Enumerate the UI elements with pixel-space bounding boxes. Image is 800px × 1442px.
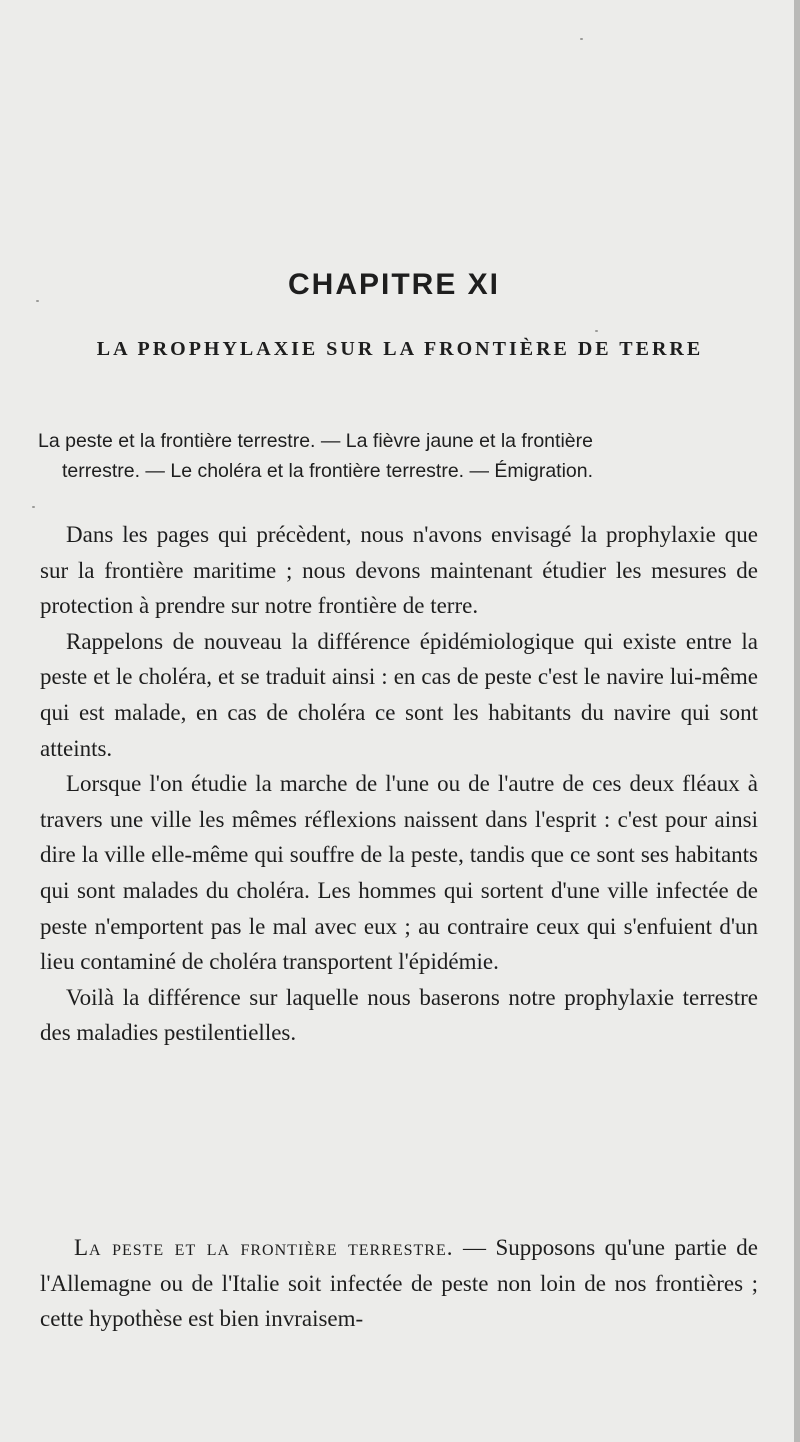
chapter-title: CHAPITRE XI xyxy=(287,268,501,301)
summary-line: terrestre. — Le choléra et la frontière terrestre. — Émigration. xyxy=(62,460,594,482)
section-text: — Supposons qu'une partie de l'Allemagne ou de l'Italie soit infectée de peste non loin de nos frontières ; cette hypothèse est bien invraisem- xyxy=(40,1235,758,1332)
section-heading: La peste et la frontière terrestre. xyxy=(74,1235,454,1260)
chapter-summary xyxy=(38,426,758,486)
paper-speck xyxy=(32,506,35,508)
paper-speck xyxy=(36,300,39,302)
body-paragraph: Lorsque l'on étudie la marche de l'une ou de l'autre de ces deux fléaux à travers une ville les mêmes réflexions naissent dans l'esprit : c'est pour ainsi dire la ville elle-même qui souffre de la peste, tandis que ce sont ses habitants qui sont malades du choléra. Les hommes qui sortent d'une ville infectée de peste n'emportent pas le mal avec eux ; au contraire ceux qui s'enfuient d'un lieu contaminé de choléra transportent l'épidémie. xyxy=(40,771,758,975)
body-paragraph: Voilà la différence sur laquelle nous baserons notre prophylaxie terrestre des maladies pestilentielles. xyxy=(40,984,758,1046)
paper-speck xyxy=(595,330,598,332)
summary-line: La peste et la frontière terrestre. — La fièvre jaune et la frontière xyxy=(38,430,593,452)
chapter-body xyxy=(40,517,758,1051)
body-paragraph: Rappelons de nouveau la différence épidémiologique qui existe entre la peste et le choléra, et se traduit ainsi : en cas de peste c'est le navire lui-même qui est malade, en cas de choléra ce sont les habitants du navire qui sont atteints. xyxy=(40,628,758,761)
paper-speck xyxy=(580,38,583,40)
body-paragraph: Dans les pages qui précèdent, nous n'avons envisagé la prophylaxie que sur la frontière maritime ; nous devons maintenant étudier les mesures de protection à prendre sur notre frontière de terre. xyxy=(40,522,758,619)
chapter-subtitle: LA PROPHYLAXIE SUR LA FRONTIÈRE DE TERRE xyxy=(96,338,704,360)
section-paragraph xyxy=(40,1230,758,1337)
